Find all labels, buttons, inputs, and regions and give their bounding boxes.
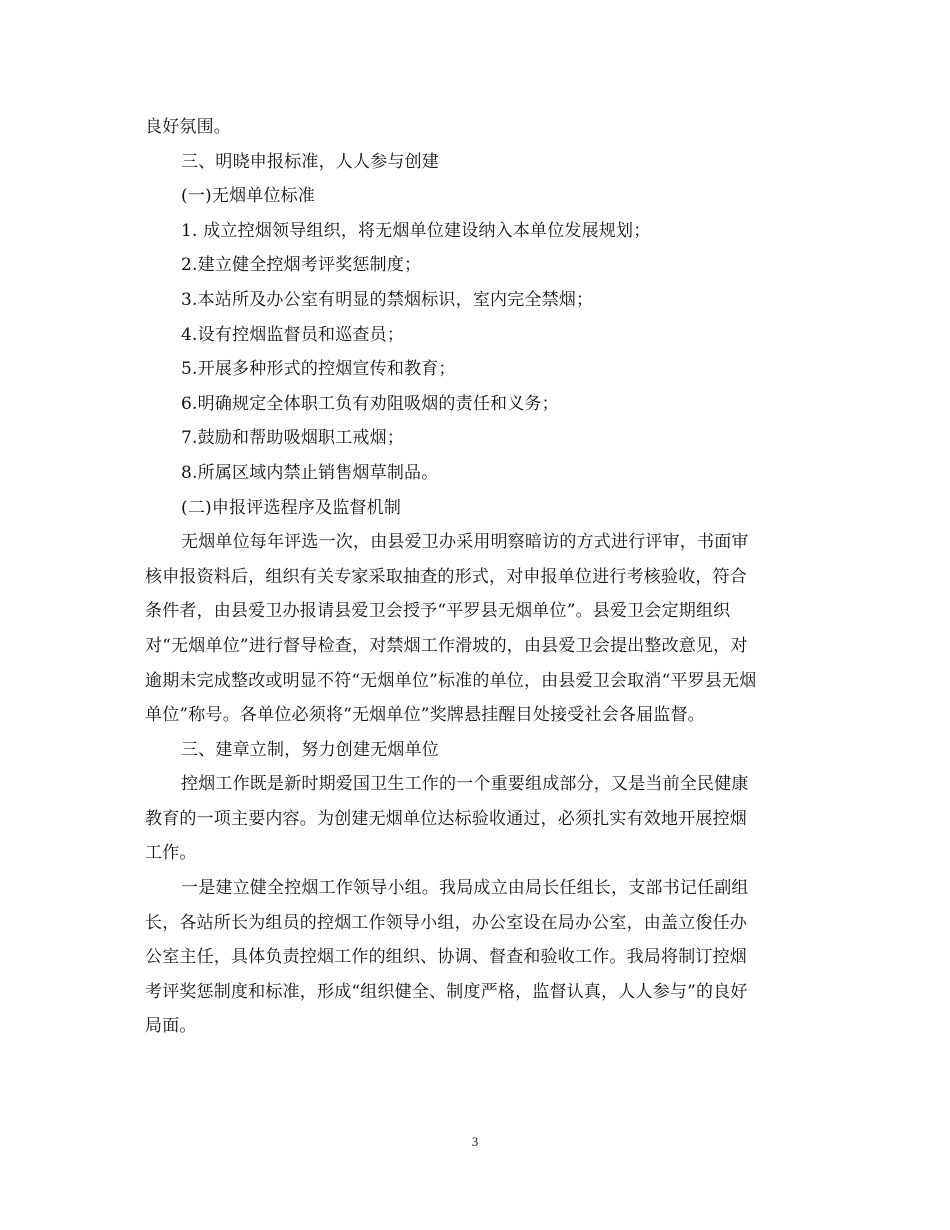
text-line: 三、建章立制，努力创建无烟单位 [181, 739, 439, 760]
text-line: 公室主任，具体负责控烟工作的组织、协调、督查和验收工作。我局将制订控烟 [145, 947, 747, 968]
text-line: 1. 成立控烟领导组织，将无烟单位建设纳入本单位发展规划； [181, 220, 651, 241]
text-line: 2.建立健全控烟考评奖惩制度； [181, 255, 422, 276]
text-line: 对“无烟单位”进行督导检查，对禁烟工作滑坡的，由县爱卫会提出整改意见，对 [145, 635, 748, 656]
text-line: 3.本站所及办公室有明显的禁烟标识，室内完全禁烟； [181, 289, 594, 310]
text-line: 长，各站所长为组员的控烟工作领导小组，办公室设在局办公室，由盖立俊任办 [145, 912, 747, 933]
text-line: 考评奖惩制度和标准，形成“组织健全、制度严格，监督认真，人人参与”的良好 [145, 981, 748, 1002]
text-line: 7.鼓励和帮助吸烟职工戒烟； [181, 428, 405, 449]
text-line: 良好氛围。 [145, 117, 231, 137]
text-line: 局面。 [145, 1016, 197, 1037]
text-line: (二)申报评选程序及监督机制 [181, 497, 402, 518]
text-line: 5.开展多种形式的控烟宣传和教育； [181, 359, 456, 380]
text-line: 核申报资料后，组织有关专家采取抽查的形式，对申报单位进行考核验收，符合 [145, 566, 747, 587]
document-body [145, 110, 805, 1044]
text-line: 逾期未完成整改或明显不符“无烟单位”标准的单位，由县爱卫会取消“平罗县无烟 [145, 670, 757, 691]
text-line: 4.设有控烟监督员和巡查员； [181, 324, 405, 345]
text-line: 条件者，由县爱卫办报请县爱卫会授予“平罗县无烟单位”。县爱卫会定期组织 [145, 601, 731, 622]
text-line: 一是建立健全控烟工作领导小组。我局成立由局长任组长，支部书记任副组 [181, 878, 749, 899]
page-number: 3 [471, 1134, 479, 1149]
text-line: 6.明确规定全体职工负有劝阻吸烟的责任和义务； [181, 393, 559, 414]
text-line: 无烟单位每年评选一次，由县爱卫办采用明察暗访的方式进行评审，书面审 [181, 532, 749, 553]
text-line: 8.所属区域内禁止销售烟草制品。 [181, 462, 439, 483]
text-line: 工作。 [145, 843, 197, 864]
text-line: 控烟工作既是新时期爱国卫生工作的一个重要组成部分，又是当前全民健康 [181, 774, 749, 795]
text-line: 三、明晓申报标准，人人参与创建 [181, 151, 439, 172]
text-line: 教育的一项主要内容。为创建无烟单位达标验收通过，必须扎实有效地开展控烟 [145, 808, 747, 829]
text-line: (一)无烟单位标准 [181, 186, 316, 207]
text-line: 单位”称号。各单位必须将“无烟单位”奖牌悬挂醒目处接受社会各届监督。 [145, 705, 705, 726]
